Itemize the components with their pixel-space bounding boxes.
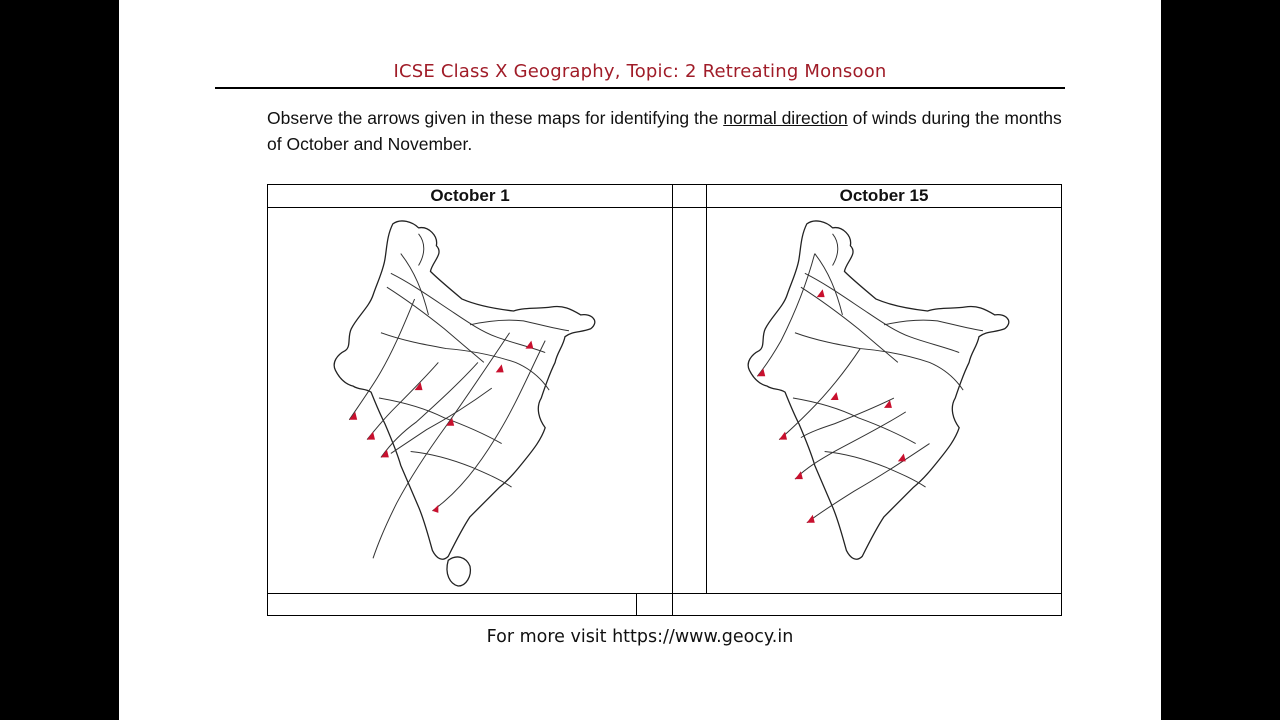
arrow-head [432, 505, 438, 513]
sri-lanka-outline [447, 557, 470, 586]
arrow-head [757, 368, 765, 376]
india-outline [334, 221, 595, 586]
arrow-head [898, 453, 906, 461]
rivers-and-borders [793, 234, 983, 487]
instruction-paragraph [267, 106, 1067, 157]
map-comparison-table [267, 184, 1062, 616]
arrow-head [381, 449, 389, 457]
arrow-head [807, 515, 815, 523]
bottom-cell-2 [636, 593, 673, 616]
instruction-underlined-phrase: normal direction [723, 108, 848, 128]
rivers-and-borders [379, 234, 569, 487]
map-label-october-1: October 1 [430, 186, 510, 205]
document-page [119, 0, 1161, 720]
spacer-cell [672, 184, 707, 594]
map-label-october-15: October 15 [839, 186, 929, 205]
instruction-text-end: of winds during the months of October and November. [267, 108, 1062, 154]
wind-arrow-lines [349, 299, 545, 558]
arrow-head [817, 289, 825, 297]
arrow-head [367, 432, 375, 440]
arrow-head [831, 392, 839, 400]
spacer-header-divider [672, 207, 707, 208]
india-map-october-15 [710, 214, 1058, 590]
india-outline [748, 221, 1009, 559]
india-map-october-1 [271, 214, 669, 590]
instruction-text-start: Observe the arrows given in these maps for identifying the [267, 108, 724, 128]
arrow-head [779, 432, 787, 440]
wind-arrow-heads [757, 289, 905, 523]
bottom-cell-3 [672, 593, 1062, 616]
bottom-cell-1 [267, 593, 637, 616]
title-underline-rule [215, 87, 1065, 89]
page-title: ICSE Class X Geography, Topic: 2 Retreating Monsoon [393, 61, 887, 82]
wind-arrow-lines [757, 254, 929, 523]
wind-arrow-heads [349, 341, 533, 513]
footer-website-note: For more visit https://www.geocy.in [486, 627, 794, 647]
arrow-head [525, 341, 533, 349]
arrow-head [496, 364, 504, 372]
